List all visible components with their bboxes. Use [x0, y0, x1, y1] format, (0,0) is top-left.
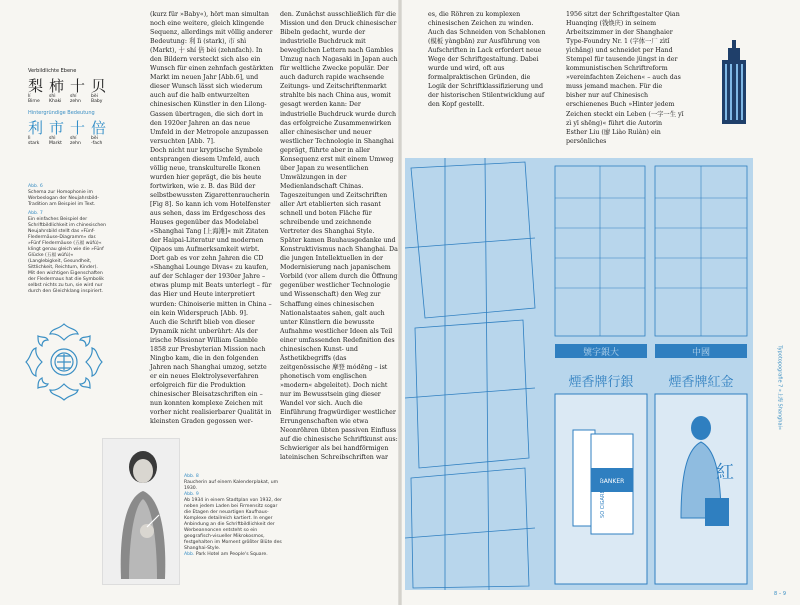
- poster-glyph: 紅: [716, 462, 734, 483]
- level1-label: Verbildlichte Ebene: [28, 68, 77, 74]
- chinese-glyph: 十: [70, 77, 86, 95]
- level2-chars: [28, 120, 106, 146]
- gloss: zehn: [70, 99, 81, 104]
- sidebar-diagram: [28, 68, 106, 146]
- level1-chars: [28, 78, 106, 104]
- level2-label: Hintergründige Bedeutung: [28, 110, 95, 116]
- romanization: lí: [28, 94, 31, 99]
- chinese-glyph: 倍: [91, 119, 107, 137]
- text-column-4: 1956 sitzt der Schriftgestalter Qian Huanqing (钱焕庆) in seinem Arbeitszimmer in der Shanghaier Type-Foundry Nr. 1 (字体一厂 zìtǐ yìchǎng) und schneidet per Hand Stempel für tausende jüngst in der kommunistischen Schriftreform »vereinfachten Zeichen« – auch das muss jemand machen. Für die bisher nur auf Chinesisch erschienenes Buch »Hinter jedem Zeichen steckt ein Leben (一字一生 yī zì yī shēng)« führt die Autorin Esther Liu (廖 Liào Ruìàn) ein persönliches: [566, 11, 684, 145]
- pack-label: BANKER: [599, 478, 625, 485]
- running-title: Typotopografie 7 »上海 Shanghai«: [777, 345, 783, 430]
- romanization: shí: [70, 94, 77, 99]
- sign-text-1: 號字銀大: [582, 348, 620, 358]
- romanization: bèi: [91, 94, 98, 99]
- char-cell: [70, 78, 85, 104]
- sign-text-2: 中國: [691, 348, 711, 358]
- text-column-3: es, die Röhren zu komplexen chinesischen Zeichen zu winden. Auch das Schneiden von Schablonen (模板 yàngbǎn) zur Ausführung von Aufschriften in Lack erfordert neue Wege der Schriftgestaltung. Dabei wurde und wird, oft aus formalpraktischen Gründen, die Logik der Schriftklassifizierung und der historischen Stilentwicklung auf den Kopf gestellt.: [428, 11, 546, 109]
- gloss: stark: [28, 141, 40, 146]
- char-cell: [49, 78, 64, 104]
- char-cell: [28, 78, 43, 104]
- cigarette-pack-ad: [555, 394, 647, 584]
- gloss: Markt: [49, 141, 62, 146]
- char-cell: [70, 120, 85, 146]
- romanization: shì: [49, 94, 56, 99]
- lady-poster-ad: [655, 394, 747, 584]
- park-hotel-illustration: [716, 40, 752, 124]
- sidebar-captions: [28, 184, 106, 295]
- char-cell: [28, 120, 43, 146]
- chinese-glyph: 柿: [49, 77, 65, 95]
- text-column-1: (kurz für »Baby«), hört man simultan noch eine weitere, gleich klingende Sequenz, allerdings mit völlig anderer Bedeutung: 利 lì (stark), 市 shì (Markt), 十 shí 倍 bèi (zehnfach). In den Bildern versteckt sich also ein Wunsch für einen zehnfach gestärkten Markt im neuen Jahr [Abb.6], und dieser Wunsch lässt sich wiederum auch auf die halb entwurzelten chinesischen Künstler in den Lilong-Gassen übertragen, die sich dort in den 1920er Jahren an das neue Umfeld in der Metropole anzupassen versuchten [Abb. 7]. Doch nicht nur kryptische Symbole entsprangen diesem Umfeld, auch völlig neue, transkulturelle Ikonen wurden hier geprägt, die bis heute fortwirken, wie z. B. das Bild der selbstbewussten Zigarettenraucherin [Fig 8]. So kann ich vom Hotelfenster aus sehen, dass im Erdgeschoss des Hauses gegenüber das Modelabel »Shanghai Tang [上海滩]« mit Zitaten der Haipai-Literatur und modernen Qipaos um Aufmerksamkeit wirbt. Dort gab es vor zehn Jahren die CD »Shanghai Lounge Divas« zu kaufen, auf der Schlager der 1930er Jahre – etwas plump mit Beats unterlegt – für das Hier und Heute interpretiert wurden: Chinoiserie mitten in China – ein kein Widerspruch [Abb. 9]. Auch die Schrift blieb von dieser Dynamik nicht unberührt: Als der irische Missionar William Gamble 1858 zur Presbyterian Mission nach Ningbo kam, die in den folgenden Jahren nach Shanghai umzog, setzte er ein neues Elektrolyseverfahren erfolgreich für die Produktion chinesischer Bleisatzschriften ein – nun konnten komplexe Zeichen mit vorher nicht realisierbarer Qualität in kleinsten Graden gegossen wer-: [150, 11, 274, 426]
- char-cell: [91, 120, 106, 146]
- pack-label-2: SO CIGARETTES: [600, 478, 606, 518]
- char-cell: [49, 120, 64, 146]
- page-number: 8 – 9: [773, 591, 786, 597]
- bat-ornament-illustration: [20, 318, 108, 406]
- gloss: Birne: [28, 99, 40, 104]
- chinese-glyph: 梨: [28, 77, 44, 95]
- text-column-2: den. Zunächst ausschließlich für die Mission und den Druck chinesischer Bibeln gedacht, wurde der industrielle Buchdruck mit beweglichen Lettern nach Gambles Umzug nach Nagasaki in Japan auch für weltliche Zwecke populär. Der auch dadurch rapide wachsende Zeitungs- und Zeitschriftenmarkt strahlte bis nach China aus, womit gesagt werden kann: Der industrielle Buchdruck wurde durch das erfolgreiche Zusammenwirken aller chinesischer und neuer westlicher Technologie in Shanghai geprägt, führte aber in aller Konsequenz erst mit einem Umweg über Japan zu wesentlichen Umwälzungen in der Medienlandschaft Chinas. Tageszeitungen und Zeitschriften aller Art etablierten sich rasant schnell und boten Fläche für schreibende und zeichnende Vertreter des Shanghai Style. Später kamen Bauhausgedanke und Konstruktivismus nach Shanghai. Da die jungen Intellektuellen in der Modernisierung nach japanischem Vorbild (vor allem durch die Öffnung gegenüber westlicher Technologie und Wissenschaft) den Weg zur Schaffung eines chinesischen Nationalstaates sahen, galt auch unter Künstlern die bewusste Aufnahme westlicher Ideen als Teil einer umfassenden Redefinition des chinesischen Kunst- und Ästhetikbegriffs (das zeitgenössische 摩登 módēng – ist phonetisch vom englischen »modern« abgeleitet). Doch nicht nur im Bewusstsein ging dieser Wandel vor sich. Auch die Einführung fragwürdiger westlicher Errungenschaften wie etwa Neonröhren übten passiven Einfluss auf die chinesische Schriftkunst aus: Schwieriger als bei handförmigen lateinischen Schreibschriften war: [280, 11, 398, 462]
- romanization: shí: [70, 136, 77, 141]
- gloss: Khaki: [49, 99, 62, 104]
- romanization: bèi: [91, 136, 98, 141]
- chinese-glyph: 利: [28, 119, 44, 137]
- romanization: shì: [49, 136, 56, 141]
- shanghai-map-blueprint: [405, 158, 753, 590]
- caption-park-hotel: Abb. Park Hotel am People's Square.: [184, 552, 268, 557]
- char-cell: [91, 78, 106, 104]
- chinese-glyph: 十: [70, 119, 86, 137]
- romanization: lì: [28, 136, 31, 141]
- gloss: zehn: [70, 141, 81, 146]
- chinese-glyph: 市: [49, 119, 65, 137]
- gutter: [398, 0, 402, 605]
- gloss: -fach: [91, 141, 103, 146]
- caption-abb8: Abb. 8 Raucherin auf einem Kalenderplakat, um 1930.: [184, 474, 279, 491]
- sign-text-3: 煙香牌行銀: [568, 375, 634, 390]
- sign-text-4: 煙香牌紅金: [668, 375, 734, 390]
- chinese-glyph: 贝: [91, 77, 107, 95]
- woman-smoking-photo: [102, 438, 180, 585]
- lower-captions: [184, 474, 284, 558]
- gloss: Baby: [91, 99, 103, 104]
- caption-abb7: Abb. 7 Ein einfaches Beispiel der Schriftbildlichkeit im chinesischen Neujahrsbild stellt das »Fünf-Fledermäuse-Diagramm« dar. »Fünf Fledermäuse (五福 wǔfú)« klingt genau gleich wie die »Fünf Glücke (五福 wǔfú)« (Langlebigkeit, Gesundheit, Sittlichkeit, Reichtum, Kinder). Mit den wichtigen Eigenschaften der Fledermaus hat die Symbolik selbst nichts zu tun, sie wird nur durch den Gleichklang inspiriert.: [28, 211, 106, 294]
- caption-abb6: Abb. 6 Schema zur Homophonie im Werbeslogan der Neujahrsbild-Tradition am Beispiel im Text.: [28, 184, 99, 207]
- caption-abb9: Abb. 9 Ab 1934 in einem Stadtplan von 1932, der neben jedem Laden bei Firmensitz sogar die Etagen der neuartigen Kaufhaus-Komplexe detailreich kartiert. In enger Anbindung an die Schriftbildlichkeit der Werbeannoncen entsteht so ein geografisch-visueller Mikrokosmos, festgehalten im Moment größter Blüte des Shanghai-Style.: [184, 492, 282, 551]
